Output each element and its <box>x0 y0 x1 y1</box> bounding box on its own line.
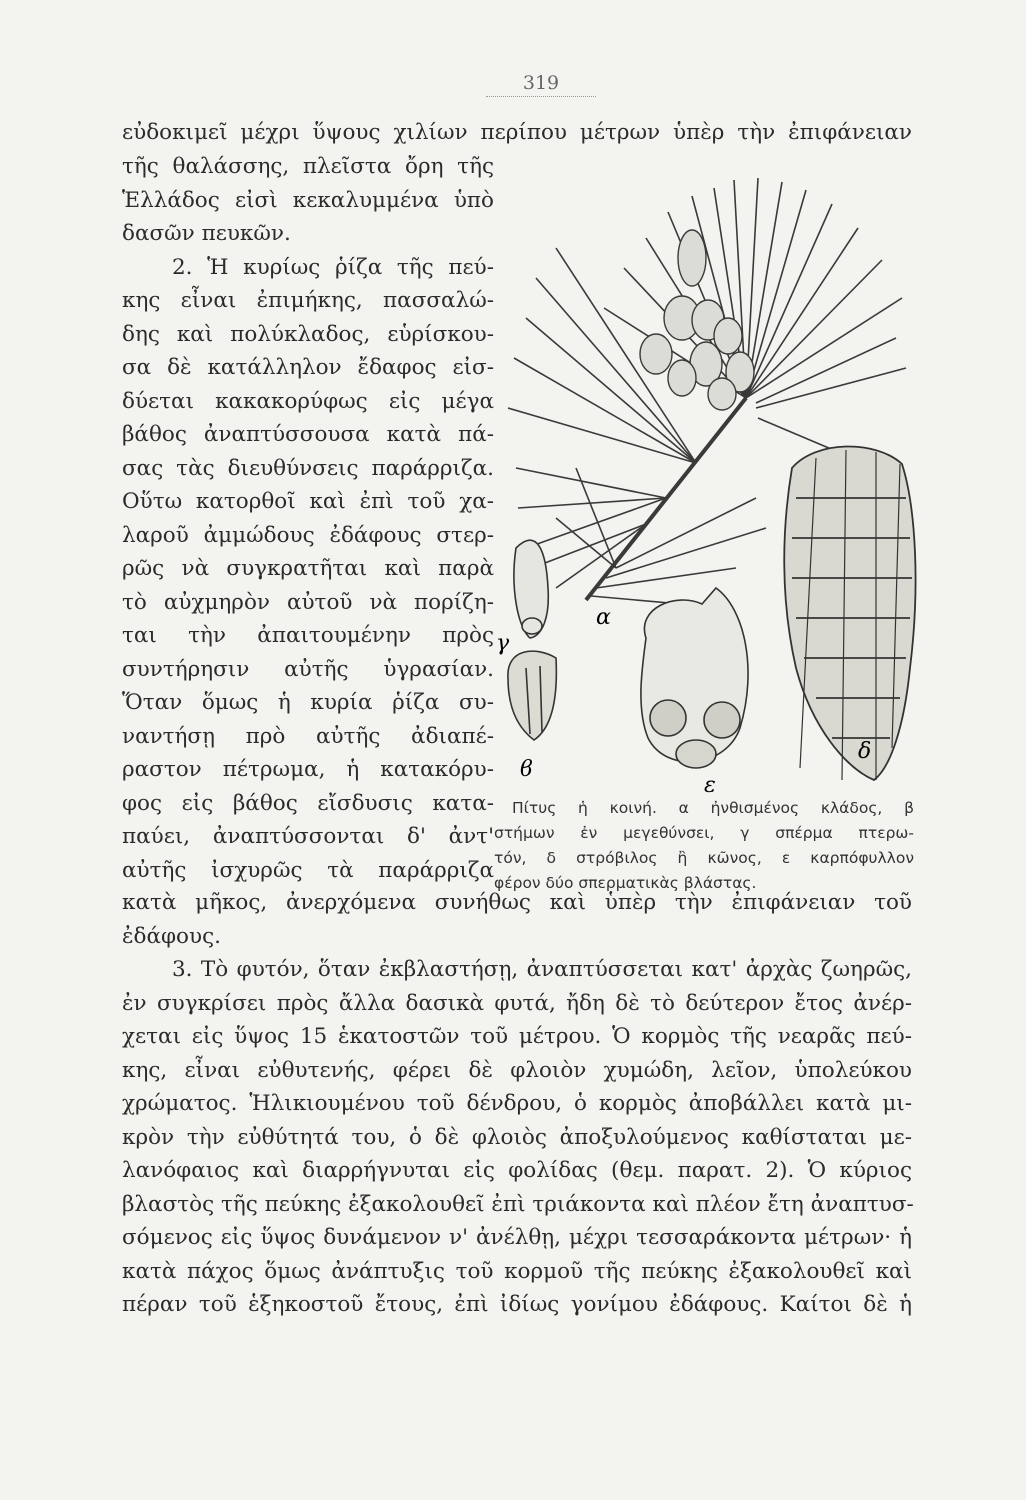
text-line: κατὰ πάχος ὅμως ἀνάπτυξις τοῦ κορμοῦ τῆς πεύκης ἐξακολουθεῖ καὶ <box>122 1258 912 1284</box>
text-line: κης, εἶναι εὐθυτενής, φέρει δὲ φλοιὸν χυμώδη, λεῖον, ὑπολεύκου <box>122 1057 912 1083</box>
text-line: συντήρησιν αὐτῆς ὑγρασίαν. <box>122 656 494 682</box>
label-delta: δ <box>858 739 872 764</box>
label-beta: ϐ <box>520 757 533 782</box>
figure-caption <box>494 796 914 896</box>
label-alpha: α <box>596 605 611 630</box>
caption-line: φέρον δύο σπερματικὰς βλάστας. <box>494 874 757 892</box>
text-line: λαροῦ ἀμμώδους ἐδάφους στερ- <box>122 522 494 548</box>
pine-illustration <box>496 168 926 800</box>
text-line: σας τὰς διευθύνσεις παράρριζα. <box>122 455 494 481</box>
text-line: βάθος ἀναπτύσσουσα κατὰ πά- <box>122 422 494 447</box>
text-line: δασῶν πευκῶν. <box>122 221 291 246</box>
text-line: πέραν τοῦ ἑξηκοστοῦ ἔτους, ἐπὶ ἰδίως γονίμου ἐδάφους. Καίτοι δὲ ἡ <box>122 1292 912 1317</box>
text-line: Ἑλλάδος εἰσὶ κεκαλυμμένα ὑπὸ <box>122 187 494 213</box>
text-line: ἐν συγκρίσει πρὸς ἄλλα δασικὰ φυτά, ἤδη δὲ τὸ δεύτερον ἔτος ἀνέρ- <box>122 990 912 1016</box>
stamen <box>508 651 556 740</box>
text-line: κρὸν τὴν εὐθύτητά του, ὁ δὲ φλοιὸς ἀποξυλούμενος καθίσταται με- <box>122 1124 912 1150</box>
text-line: τὸ αὐχμηρὸν αὐτοῦ νὰ πορίζη- <box>122 589 494 615</box>
text-line: κατὰ μῆκος, ἀνερχόμενα συνήθως καὶ ὑπὲρ τὴν ἐπιφάνειαν τοῦ <box>122 890 912 915</box>
caption-line: στήμων ἐν μεγεθύνσει, γ σπέρμα πτερω- <box>494 824 914 842</box>
carpel <box>641 588 748 768</box>
text-line: χρώματος. Ἡλικιουμένου τοῦ δένδρου, ὁ κορμὸς ἀποβάλλει κατὰ μι- <box>122 1091 912 1116</box>
winged-seed <box>514 540 548 638</box>
text-line: ἐδάφους. <box>122 923 221 949</box>
page-number: 319 <box>486 72 596 97</box>
text-line: χεται εἰς ὕψος 15 ἑκατοστῶν τοῦ μέτρου. Ὁ κορμὸς τῆς νεαρᾶς πεύ- <box>122 1024 912 1049</box>
text-line: ναντήσῃ πρὸ αὐτῆς ἀδιαπέ- <box>122 723 494 749</box>
pine-cone <box>784 446 915 780</box>
text-line: ραστον πέτρωμα, ἡ κατακόρυ- <box>122 757 494 782</box>
text-line: βλαστὸς τῆς πεύκης ἐξακολουθεῖ ἐπὶ τριάκοντα καὶ πλέον ἔτη ἀναπτυσ- <box>122 1191 914 1217</box>
text-line: Ὅταν ὅμως ἡ κυρία ῥίζα συ- <box>122 690 494 715</box>
caption-line: Πίτυς ἡ κοινή. α ἠνθισμένος κλάδος, β <box>512 799 914 817</box>
text-line: εὐδοκιμεῖ μέχρι ὕψους χιλίων περίπου μέτρων ὑπὲρ τὴν ἐπιφάνειαν <box>122 120 912 145</box>
label-epsilon: ε <box>704 773 716 798</box>
text-line: αὐτῆς ἰσχυρῶς τὰ παράρριζα <box>122 857 494 883</box>
text-line: δύεται κακακορύφως εἰς μέγα <box>122 388 494 414</box>
text-line: ρῶς νὰ συγκρατῆται καὶ παρὰ <box>122 556 494 581</box>
text-line: σα δὲ κατάλληλον ἔδαφος εἰσ- <box>122 355 494 380</box>
label-gamma: γ <box>496 631 510 656</box>
text-line: 3. Τὸ φυτόν, ὅταν ἐκβλαστήσῃ, ἀναπτύσσεται κατ' ἀρχὰς ζωηρῶς, <box>172 957 912 982</box>
text-line: παύει, ἀναπτύσσονται δ' ἀντ' <box>122 824 494 849</box>
text-line: φος εἰς βάθος εἴσδυσις κατα- <box>122 790 494 816</box>
text-line: Οὕτω κατορθοῖ καὶ ἐπὶ τοῦ χα- <box>122 489 494 514</box>
text-line: σόμενος εἰς ὕψος δυνάμενον ν' ἀνέλθῃ, μέχρι τεσσαράκοντα μέτρων· ἡ <box>122 1225 912 1250</box>
text-line: δης καὶ πολύκλαδος, εὑρίσκου- <box>122 321 494 347</box>
text-line: κης εἶναι ἐπιμήκης, πασσαλώ- <box>122 288 494 313</box>
caption-line: τόν, δ στρόβιλος ἢ κῶνος, ε καρπόφυλλον <box>494 849 914 867</box>
text-line: ται τὴν ἀπαιτουμένην πρὸς <box>122 623 494 648</box>
text-line: τῆς θαλάσσης, πλεῖστα ὄρη τῆς <box>122 154 494 179</box>
text-line: 2. Ἡ κυρίως ῥίζα τῆς πεύ- <box>172 254 494 280</box>
text-line: λανόφαιος καὶ διαρρήγνυται εἰς φολίδας (θεμ. παρατ. 2). Ὁ κύριος <box>122 1158 912 1183</box>
